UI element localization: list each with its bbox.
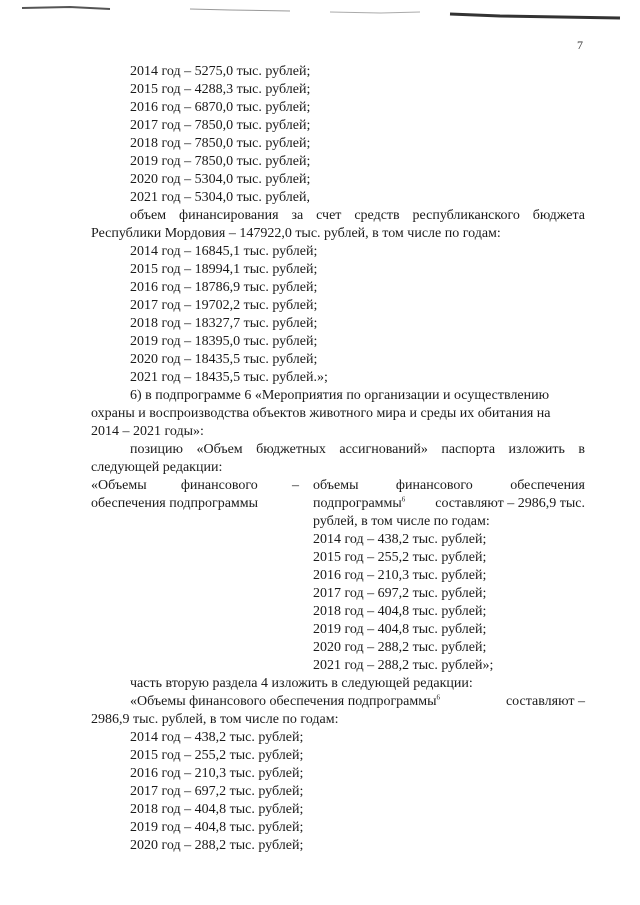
list-item: 2015 год – 18994,1 тыс. рублей;: [130, 262, 318, 277]
item6-line1: 6) в подпрограмме 6 «Мероприятия по организации и осуществлению: [130, 388, 550, 403]
item6-line2: охраны и воспроизводства объектов животного мира и среды их обитания на: [91, 406, 551, 421]
footnote-mark: 6: [436, 693, 441, 702]
list-item: 2017 год – 19702,2 тыс. рублей;: [130, 298, 318, 313]
list-item: 2021 год – 288,2 тыс. рублей»;: [313, 658, 494, 673]
list-item: 2016 год – 210,3 тыс. рублей;: [130, 766, 304, 781]
list-item: 2018 год – 404,8 тыс. рублей;: [313, 604, 487, 619]
table-right-line1: объемы финансового обеспечения: [313, 478, 585, 493]
list-item: 2015 год – 255,2 тыс. рублей;: [130, 748, 304, 763]
list-item: 2020 год – 288,2 тыс. рублей;: [313, 640, 487, 655]
list-item: 2019 год – 18395,0 тыс. рублей;: [130, 334, 318, 349]
scan-edge-artifact: [0, 0, 640, 22]
list-item: 2017 год – 697,2 тыс. рублей;: [313, 586, 487, 601]
list-item: 2020 год – 18435,5 тыс. рублей;: [130, 352, 318, 367]
list-item: 2021 год – 5304,0 тыс. рублей,: [130, 190, 310, 205]
section4-intro: часть вторую раздела 4 изложить в следующей редакции:: [130, 676, 473, 691]
list-item: 2014 год – 16845,1 тыс. рублей;: [130, 244, 318, 259]
list-item: 2019 год – 404,8 тыс. рублей;: [130, 820, 304, 835]
table-left-line1: «Объемы финансового –: [91, 478, 299, 493]
item6-line3: 2014 – 2021 годы»:: [91, 424, 204, 439]
list-item: 2018 год – 7850,0 тыс. рублей;: [130, 136, 311, 151]
table-right-line2-a: подпрограммы: [313, 496, 402, 511]
list-item: 2015 год – 255,2 тыс. рублей;: [313, 550, 487, 565]
table-left-line2: обеспечения подпрограммы: [91, 496, 259, 511]
republic-paragraph-line1: объем финансирования за счет средств республиканского бюджета: [130, 208, 585, 223]
list-item: 2016 год – 18786,9 тыс. рублей;: [130, 280, 318, 295]
list-item: 2014 год – 438,2 тыс. рублей;: [130, 730, 304, 745]
list-item: 2015 год – 4288,3 тыс. рублей;: [130, 82, 311, 97]
table-right-line2-b: составляют – 2986,9 тыс.: [435, 496, 585, 511]
list-item: 2016 год – 210,3 тыс. рублей;: [313, 568, 487, 583]
list-item: 2019 год – 404,8 тыс. рублей;: [313, 622, 487, 637]
list-item: 2019 год – 7850,0 тыс. рублей;: [130, 154, 311, 169]
position-paragraph-line2: следующей редакции:: [91, 460, 223, 475]
section4-paragraph-line2: 2986,9 тыс. рублей, в том числе по годам:: [91, 712, 339, 727]
section4-line1-a: «Объемы финансового обеспечения подпрограммы: [130, 694, 437, 709]
list-item: 2020 год – 288,2 тыс. рублей;: [130, 838, 304, 853]
list-item: 2014 год – 5275,0 тыс. рублей;: [130, 64, 311, 79]
list-item: 2020 год – 5304,0 тыс. рублей;: [130, 172, 311, 187]
list-item: 2016 год – 6870,0 тыс. рублей;: [130, 100, 311, 115]
list-item: 2017 год – 7850,0 тыс. рублей;: [130, 118, 311, 133]
list-item: 2017 год – 697,2 тыс. рублей;: [130, 784, 304, 799]
section4-paragraph-line1: [130, 693, 585, 710]
list-item: 2021 год – 18435,5 тыс. рублей.»;: [130, 370, 328, 385]
list-item: 2018 год – 404,8 тыс. рублей;: [130, 802, 304, 817]
page-number: 7: [577, 38, 583, 52]
position-paragraph-line1: позицию «Объем бюджетных ассигнований» паспорта изложить в: [130, 442, 585, 457]
footnote-mark: 6: [401, 495, 406, 504]
list-item: 2018 год – 18327,7 тыс. рублей;: [130, 316, 318, 331]
republic-paragraph-line2: Республики Мордовия – 147922,0 тыс. рублей, в том числе по годам:: [91, 226, 501, 241]
section4-line1-b: составляют –: [505, 694, 585, 709]
list-item: 2014 год – 438,2 тыс. рублей;: [313, 532, 487, 547]
table-right-line2: [313, 495, 585, 512]
table-right-line3: рублей, в том числе по годам:: [313, 514, 490, 529]
